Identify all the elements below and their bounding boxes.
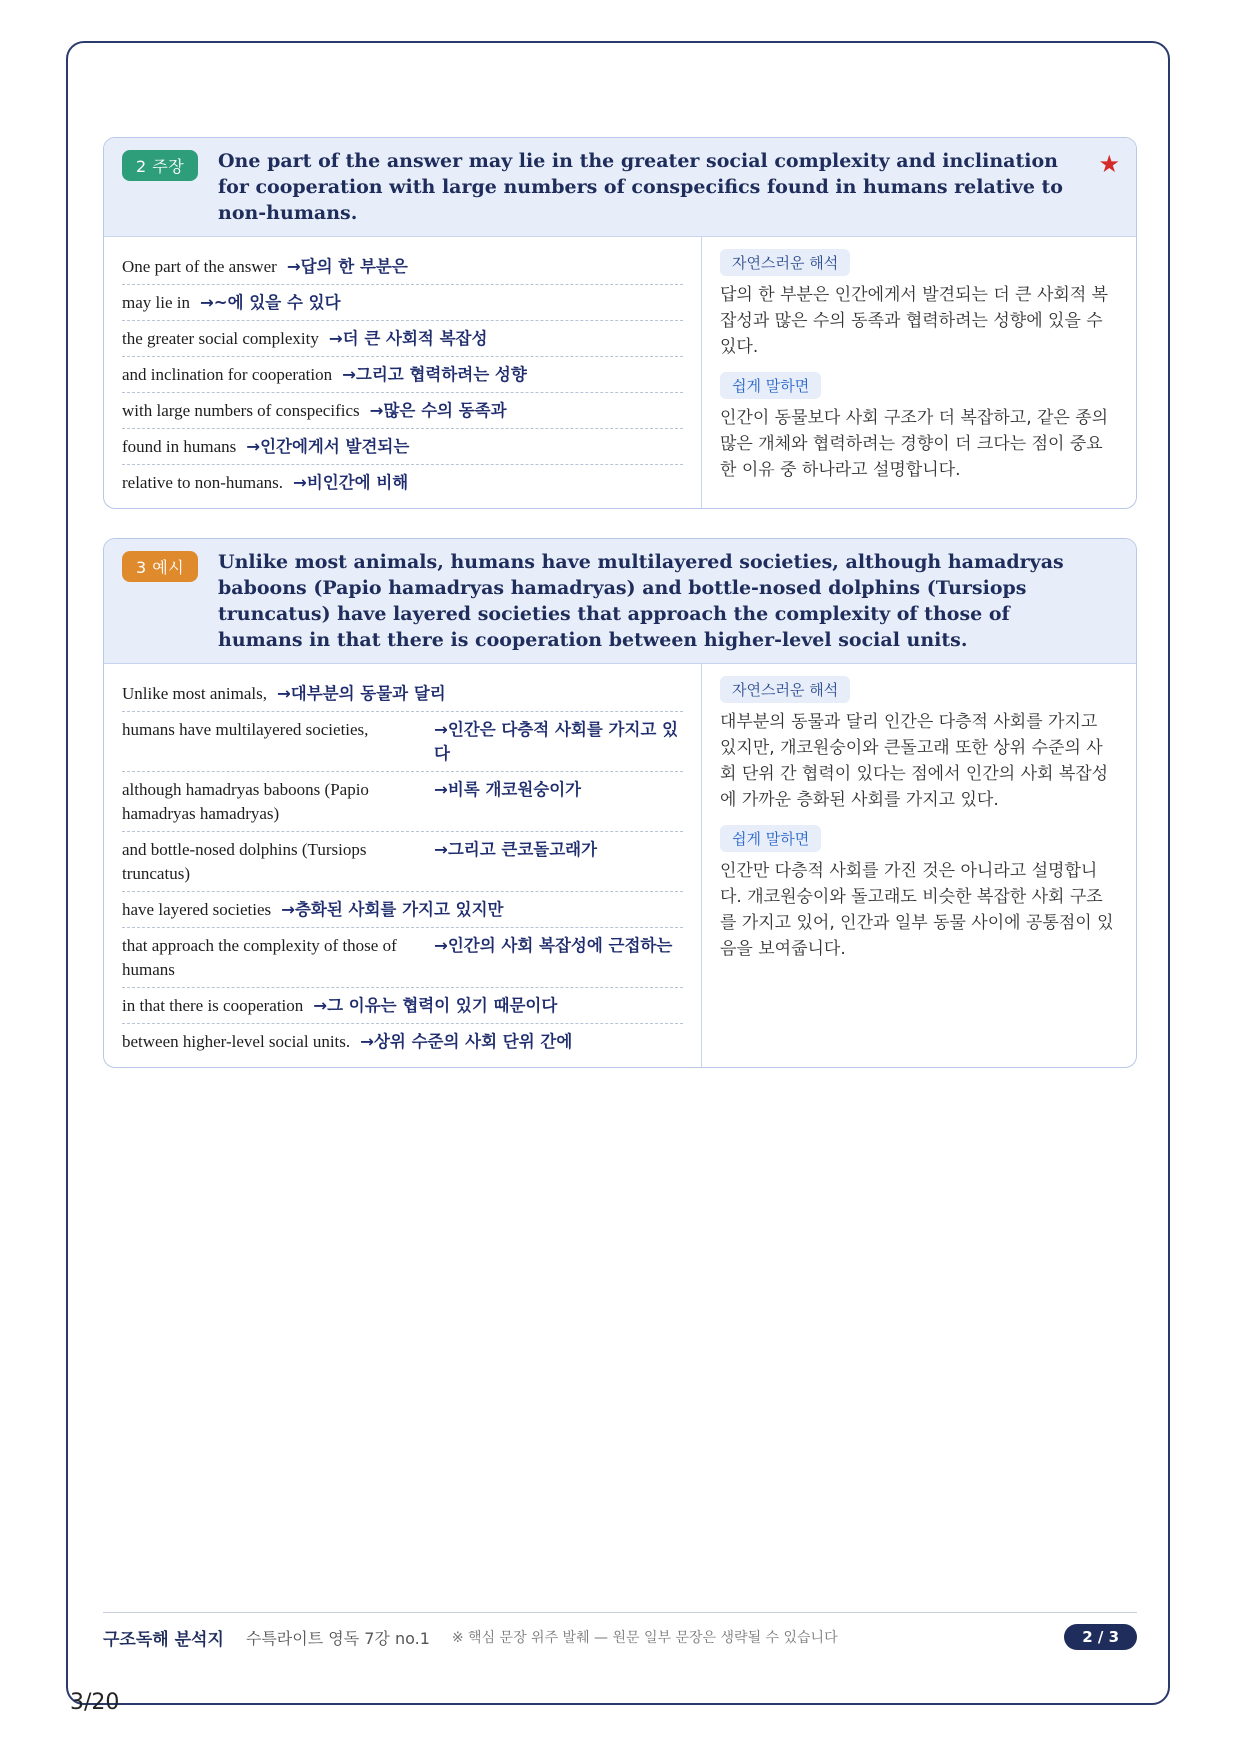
document-page-count: 3/20 bbox=[70, 1690, 120, 1715]
chunk-korean: →층화된 사회를 가지고 있지만 bbox=[281, 900, 504, 919]
chunk-english: relative to non-humans. bbox=[122, 473, 283, 492]
chunk-english: with large numbers of conspecifics bbox=[122, 401, 360, 420]
easy-explanation-label: 쉽게 말하면 bbox=[720, 825, 821, 852]
chunk-english: may lie in bbox=[122, 293, 190, 312]
chunk-row bbox=[122, 393, 683, 429]
page-indicator: 2 / 3 bbox=[1064, 1624, 1137, 1650]
footer bbox=[103, 1622, 1137, 1652]
chunk-korean: →많은 수의 동족과 bbox=[369, 401, 507, 420]
original-sentence: One part of the answer may lie in the greater social complexity and inclination for cooperation with large numbers of conspecifics found in humans relative to non-humans. bbox=[218, 150, 1063, 224]
original-sentence: Unlike most animals, humans have multilayered societies, although hamadryas baboons (Papio hamadryas hamadryas) and bottle-nosed dolphins (Tursiops truncatus) have layered societies that approach the complexity of those of humans in that there is cooperation between higher-level social units. bbox=[218, 551, 1064, 651]
chunk-row bbox=[122, 249, 683, 285]
chunk-row bbox=[122, 928, 683, 988]
example-badge: 3 예시 bbox=[122, 551, 198, 582]
chunk-row bbox=[122, 772, 683, 832]
footer-subtitle: 수특라이트 영독 7강 no.1 bbox=[245, 1628, 430, 1648]
easy-explanation-label: 쉽게 말하면 bbox=[720, 372, 821, 399]
easy-explanation-text: 인간만 다층적 사회를 가진 것은 아니라고 설명합니다. 개코원숭이와 돌고래도 비슷한 복잡한 사회 구조를 가지고 있어, 인간과 일부 동물 사이에 공통점이 있음을 보여줍니다. bbox=[720, 861, 1114, 959]
chunk-korean: →더 큰 사회적 복잡성 bbox=[328, 329, 488, 348]
easy-explanation-text: 인간이 동물보다 사회 구조가 더 복잡하고, 같은 종의 많은 개체와 협력하려는 경향이 더 크다는 점이 중요한 이유 중 하나라고 설명합니다. bbox=[720, 408, 1109, 480]
natural-translation-label: 자연스러운 해석 bbox=[720, 676, 850, 703]
chunk-row bbox=[122, 676, 683, 712]
chunk-korean: →상위 수준의 사회 단위 간에 bbox=[360, 1032, 573, 1051]
chunk-list bbox=[104, 664, 702, 1067]
interpretation-panel bbox=[702, 664, 1136, 1067]
chunk-english: although hamadryas baboons (Papio hamadryas hamadryas) bbox=[122, 780, 369, 823]
chunk-english: humans have multilayered societies, bbox=[122, 720, 369, 739]
chunk-row bbox=[122, 1024, 683, 1059]
chunk-english: and inclination for cooperation bbox=[122, 365, 333, 384]
chunk-english: found in humans bbox=[122, 437, 237, 456]
chunk-korean: →비록 개코원숭이가 bbox=[434, 780, 582, 799]
chunk-korean: →그리고 큰코돌고래가 bbox=[434, 840, 598, 859]
natural-translation-text: 대부분의 동물과 달리 인간은 다층적 사회를 가지고 있지만, 개코원숭이와 큰돌고래 또한 상위 수준의 사회 단위 간 협력이 있다는 점에서 인간의 사회 복잡성에 가까운 층화된 사회를 가지고 있다. bbox=[720, 712, 1109, 810]
chunk-english: in that there is cooperation bbox=[122, 996, 304, 1015]
chunk-row bbox=[122, 892, 683, 928]
chunk-row bbox=[122, 988, 683, 1024]
chunk-english: Unlike most animals, bbox=[122, 684, 267, 703]
chunk-korean: →답의 한 부분은 bbox=[286, 257, 408, 276]
chunk-english: between higher-level social units. bbox=[122, 1032, 351, 1051]
chunk-korean: →비인간에 비해 bbox=[293, 473, 409, 492]
chunk-row bbox=[122, 465, 683, 500]
chunk-korean: →대부분의 동물과 달리 bbox=[276, 684, 446, 703]
chunk-row bbox=[122, 832, 683, 892]
chunk-korean: →인간은 다층적 사회를 가지고 있다 bbox=[434, 720, 679, 763]
sentence-card-3 bbox=[103, 538, 1137, 1068]
chunk-korean: →인간의 사회 복잡성에 근접하는 bbox=[434, 936, 673, 955]
natural-translation-text: 답의 한 부분은 인간에게서 발견되는 더 큰 사회적 복잡성과 많은 수의 동족과 협력하려는 성향에 있을 수 있다. bbox=[720, 285, 1109, 357]
chunk-row bbox=[122, 357, 683, 393]
chunk-english: and bottle-nosed dolphins (Tursiops truncatus) bbox=[122, 840, 367, 883]
footer-divider bbox=[103, 1612, 1137, 1613]
star-icon: ★ bbox=[1098, 150, 1120, 178]
chunk-english: that approach the complexity of those of humans bbox=[122, 936, 397, 979]
interpretation-panel bbox=[702, 237, 1136, 508]
chunk-english: have layered societies bbox=[122, 900, 272, 919]
chunk-english: One part of the answer bbox=[122, 257, 277, 276]
chunk-korean: →인간에게서 발견되는 bbox=[246, 437, 410, 456]
card-header bbox=[104, 539, 1136, 664]
footer-note: ※ 핵심 문장 위주 발췌 — 원문 일부 문장은 생략될 수 있습니다 bbox=[451, 1630, 838, 1646]
chunk-row bbox=[122, 712, 683, 772]
chunk-korean: →~에 있을 수 있다 bbox=[199, 293, 341, 312]
chunk-row bbox=[122, 321, 683, 357]
chunk-list bbox=[104, 237, 702, 508]
sentence-card-2 bbox=[103, 137, 1137, 509]
natural-translation-label: 자연스러운 해석 bbox=[720, 249, 850, 276]
footer-title: 구조독해 분석지 bbox=[103, 1629, 224, 1650]
card-header bbox=[104, 138, 1136, 237]
chunk-english: the greater social complexity bbox=[122, 329, 319, 348]
chunk-row bbox=[122, 429, 683, 465]
chunk-korean: →그리고 협력하려는 성향 bbox=[342, 365, 527, 384]
chunk-row bbox=[122, 285, 683, 321]
chunk-korean: →그 이유는 협력이 있기 때문이다 bbox=[313, 996, 558, 1015]
claim-badge: 2 주장 bbox=[122, 150, 198, 181]
